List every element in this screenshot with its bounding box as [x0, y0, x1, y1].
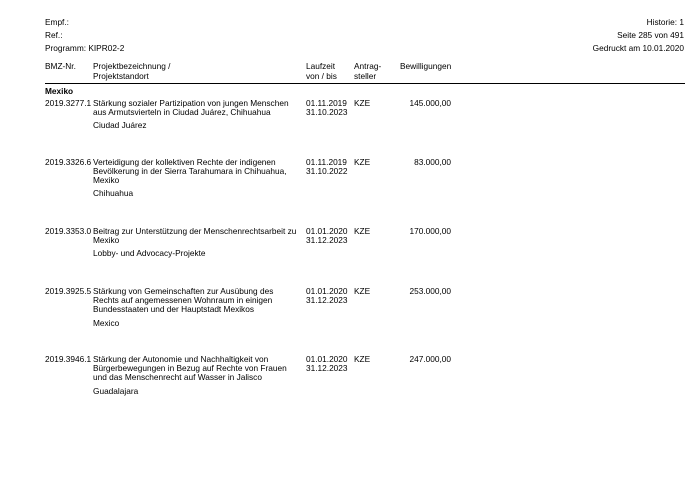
- col-project-line2: Projektstandort: [93, 71, 149, 81]
- antragsteller: KZE: [354, 286, 371, 296]
- project-title-line: Bürgerbewegungen in Bezug auf Rechte von Frauen: [93, 363, 287, 373]
- laufzeit-von: 01.01.2020: [306, 354, 348, 364]
- bewilligung-amount: 247.000,00: [409, 354, 451, 364]
- laufzeit-bis: 31.12.2023: [306, 235, 348, 245]
- project-title-line: Mexiko: [93, 235, 120, 245]
- project-title-line: Verteidigung der kollektiven Rechte der indigenen: [93, 157, 276, 167]
- laufzeit-bis: 31.10.2022: [306, 166, 348, 176]
- col-antrag-line1: Antrag-: [354, 61, 382, 71]
- print-date: Gedruckt am 10.01.2020: [592, 43, 684, 53]
- bewilligung-amount: 253.000,00: [409, 286, 451, 296]
- bewilligung-amount: 145.000,00: [409, 98, 451, 108]
- laufzeit-von: 01.11.2019: [306, 98, 347, 108]
- col-antrag-line2: steller: [354, 71, 377, 81]
- bmz-number: 2019.3946.1: [45, 354, 92, 364]
- bmz-number: 2019.3353.0: [45, 226, 92, 236]
- antragsteller: KZE: [354, 354, 371, 364]
- project-title-line: aus Armutsvierteln in Ciudad Juárez, Chihuahua: [93, 107, 271, 117]
- project-location: Guadalajara: [93, 386, 139, 396]
- project-title-line: Beitrag zur Unterstützung der Menschenrechtsarbeit zu: [93, 226, 297, 236]
- project-title-line: Mexiko: [93, 175, 120, 185]
- project-title-line: Rechts auf angemessenen Wohnraum in einigen: [93, 295, 273, 305]
- bewilligung-amount: 83.000,00: [414, 157, 451, 167]
- laufzeit-von: 01.01.2020: [306, 286, 348, 296]
- empf-label: Empf.:: [45, 17, 69, 27]
- bewilligung-amount: 170.000,00: [409, 226, 451, 236]
- bmz-number: 2019.3326.6: [45, 157, 92, 167]
- project-title-line: Stärkung sozialer Partizipation von jungen Menschen: [93, 98, 289, 108]
- project-title-line: Bevölkerung in der Sierra Tarahumara in Chihuahua,: [93, 166, 287, 176]
- laufzeit-bis: 31.10.2023: [306, 107, 348, 117]
- header-divider: [45, 83, 685, 84]
- programm-label: Programm: KIPR02-2: [45, 43, 125, 53]
- col-bmz: BMZ-Nr.: [45, 61, 76, 71]
- bmz-number: 2019.3277.1: [45, 98, 92, 108]
- project-location: Ciudad Juárez: [93, 120, 147, 130]
- historie-label: Historie: 1: [646, 17, 684, 27]
- col-project-line1: Projektbezeichnung /: [93, 61, 171, 71]
- project-title-line: und das Menschenrecht auf Wasser in Jalisco: [93, 372, 262, 382]
- antragsteller: KZE: [354, 157, 371, 167]
- page-counter: Seite 285 von 491: [617, 30, 684, 40]
- laufzeit-bis: 31.12.2023: [306, 295, 348, 305]
- project-title-line: Stärkung von Gemeinschaften zur Ausübung des: [93, 286, 274, 296]
- project-location: Lobby- und Advocacy-Projekte: [93, 248, 206, 258]
- project-location: Mexico: [93, 318, 120, 328]
- project-title-line: Stärkung der Autonomie und Nachhaltigkeit von: [93, 354, 269, 364]
- laufzeit-bis: 31.12.2023: [306, 363, 348, 373]
- col-laufzeit-line1: Laufzeit: [306, 61, 336, 71]
- antragsteller: KZE: [354, 98, 371, 108]
- bmz-number: 2019.3925.5: [45, 286, 92, 296]
- project-location: Chihuahua: [93, 188, 134, 198]
- section-title: Mexiko: [45, 86, 74, 96]
- ref-label: Ref.:: [45, 30, 63, 40]
- laufzeit-von: 01.11.2019: [306, 157, 347, 167]
- col-laufzeit-line2: von / bis: [306, 71, 337, 81]
- antragsteller: KZE: [354, 226, 371, 236]
- project-title-line: Bundesstaaten und der Hauptstadt Mexikos: [93, 304, 254, 314]
- col-bewilligungen: Bewilligungen: [400, 61, 452, 71]
- laufzeit-von: 01.01.2020: [306, 226, 348, 236]
